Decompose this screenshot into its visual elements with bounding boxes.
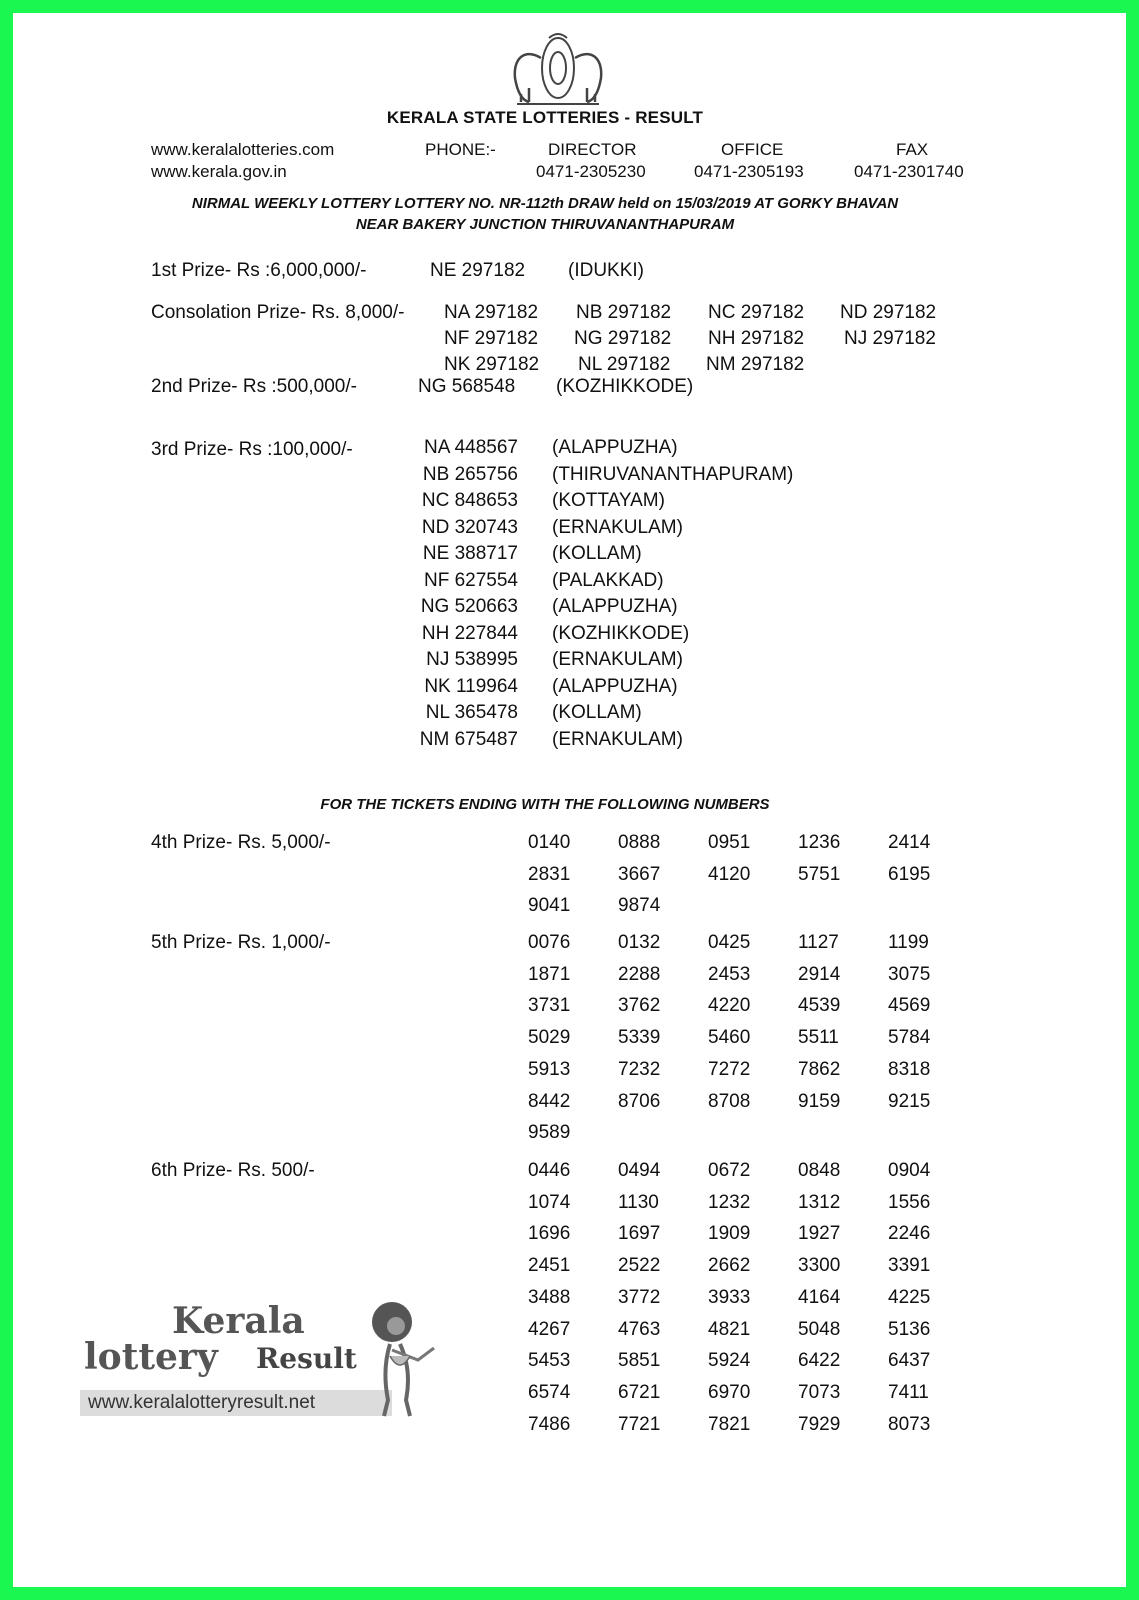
consolation-ticket: NM 297182 — [706, 354, 805, 375]
ending-number: 7073 — [798, 1381, 841, 1403]
ending-number: 1909 — [708, 1223, 751, 1245]
ending-number: 3391 — [888, 1255, 931, 1277]
phone-label: PHONE:- — [425, 140, 496, 159]
ending-number: 0848 — [798, 1160, 841, 1181]
third-prize-ticket: NA 448567 — [423, 437, 518, 458]
third-prize-place: (PALAKKAD) — [552, 569, 664, 591]
ending-number: 1696 — [528, 1223, 571, 1245]
ending-number: 3933 — [708, 1286, 751, 1308]
second-prize-place: (KOZHIKKODE) — [556, 376, 694, 397]
first-prize-ticket: NE 297182 — [430, 260, 526, 281]
ending-number: 3300 — [798, 1255, 841, 1277]
office-phone: 0471-2305193 — [694, 162, 804, 181]
ending-number: 7821 — [708, 1413, 751, 1435]
ending-number: 2453 — [708, 963, 751, 985]
ending-number: 6721 — [618, 1381, 661, 1403]
ending-number: 5784 — [888, 1027, 931, 1049]
third-prize-place: (ALAPPUZHA) — [552, 596, 678, 617]
ending-number: 4821 — [708, 1318, 751, 1340]
office-label: OFFICE — [721, 140, 784, 159]
draw-info-line-2: NEAR BAKERY JUNCTION THIRUVANANTHAPURAM — [355, 216, 735, 233]
ending-number: 5851 — [618, 1350, 661, 1372]
third-prize-place: (KOLLAM) — [552, 543, 642, 564]
ending-number: 7272 — [708, 1058, 751, 1080]
ending-number: 3762 — [618, 995, 661, 1017]
ending-number: 1556 — [888, 1191, 931, 1213]
third-prize-ticket: NK 119964 — [424, 675, 518, 697]
watermark-url: www.keralalotteryresult.net — [88, 1392, 316, 1413]
ending-number: 2522 — [618, 1255, 661, 1277]
ending-number: 5913 — [528, 1058, 571, 1080]
kerala-lottery-result-watermark — [80, 1300, 440, 1420]
ending-number: 3772 — [618, 1286, 661, 1308]
ending-number: 0951 — [708, 832, 751, 853]
second-prize-label: 2nd Prize- Rs :500,000/- — [151, 376, 357, 397]
third-prize-place: (THIRUVANANTHAPURAM) — [552, 463, 794, 485]
consolation-ticket: NJ 297182 — [844, 328, 936, 349]
ending-number: 5136 — [888, 1318, 931, 1340]
third-prize-place: (KOZHIKKODE) — [552, 622, 690, 644]
third-prize-place: (ERNAKULAM) — [552, 649, 683, 670]
ending-number: 2662 — [708, 1255, 751, 1277]
ending-number: 0076 — [528, 932, 571, 953]
third-prize-place: (ERNAKULAM) — [552, 516, 683, 538]
ending-number: 8708 — [708, 1090, 751, 1112]
consolation-ticket: NK 297182 — [444, 354, 540, 375]
ending-numbers-heading: FOR THE TICKETS ENDING WITH THE FOLLOWING NUMBERS — [320, 796, 770, 813]
ending-number: 3488 — [528, 1286, 571, 1308]
third-prize-ticket: NL 365478 — [425, 702, 518, 723]
ending-number: 0904 — [888, 1160, 931, 1181]
ending-number: 9215 — [888, 1090, 931, 1112]
ending-number: 1127 — [798, 932, 839, 953]
ending-number: 5511 — [798, 1027, 839, 1049]
fourth-prize-label: 4th Prize- Rs. 5,000/- — [151, 832, 331, 853]
website-link-1[interactable]: www.keralalotteries.com — [151, 140, 335, 159]
ending-number: 7232 — [618, 1058, 661, 1080]
ending-number: 5924 — [708, 1350, 751, 1372]
ending-number: 0425 — [708, 932, 751, 953]
watermark-text-result: Result — [256, 1342, 357, 1375]
ending-number: 1927 — [798, 1223, 841, 1245]
third-prize-ticket: NM 675487 — [419, 728, 518, 750]
sixth-prize-label: 6th Prize- Rs. 500/- — [151, 1160, 315, 1181]
mascot-figure-icon — [370, 1300, 440, 1418]
third-prize-ticket: NJ 538995 — [426, 649, 518, 670]
watermark-text-kerala: Kerala — [172, 1300, 305, 1342]
ending-number: 4164 — [798, 1286, 841, 1308]
ending-number: 2414 — [888, 832, 931, 853]
third-prize-place: (KOLLAM) — [552, 702, 642, 723]
kerala-emblem-icon — [505, 28, 611, 106]
ending-number: 1312 — [798, 1191, 841, 1213]
ending-number: 6195 — [888, 863, 931, 885]
ending-number: 2451 — [528, 1255, 571, 1277]
ending-number: 7411 — [888, 1381, 929, 1403]
third-prize-ticket: NB 265756 — [422, 463, 518, 485]
ending-number: 1232 — [708, 1191, 751, 1213]
ending-number: 1199 — [888, 932, 929, 953]
ending-number: 3075 — [888, 963, 931, 985]
consolation-ticket: NH 297182 — [708, 328, 805, 349]
ending-number: 0888 — [618, 832, 661, 853]
first-prize-place: (IDUKKI) — [568, 260, 644, 281]
fax-label: FAX — [896, 140, 929, 159]
ending-number: 2831 — [528, 863, 571, 885]
fifth-prize-label: 5th Prize- Rs. 1,000/- — [151, 932, 331, 953]
third-prize-ticket: NH 227844 — [421, 622, 518, 644]
ending-number: 2914 — [798, 963, 841, 985]
consolation-prize-label: Consolation Prize- Rs. 8,000/- — [151, 302, 405, 323]
first-prize-label: 1st Prize- Rs :6,000,000/- — [151, 260, 367, 281]
third-prize-place: (KOTTAYAM) — [552, 490, 665, 511]
ending-number: 5048 — [798, 1318, 841, 1340]
ending-number: 8318 — [888, 1058, 931, 1080]
second-prize-ticket: NG 568548 — [418, 376, 516, 397]
third-prize-place: (ALAPPUZHA) — [552, 437, 678, 458]
consolation-ticket: ND 297182 — [840, 302, 937, 323]
ending-number: 6574 — [528, 1381, 571, 1403]
ending-number: 7721 — [618, 1413, 661, 1435]
ending-number: 7929 — [798, 1413, 841, 1435]
ending-number: 9159 — [798, 1090, 841, 1112]
consolation-ticket: NC 297182 — [708, 302, 805, 323]
draw-info-line-1: NIRMAL WEEKLY LOTTERY LOTTERY NO. NR-112th DRAW held on 15/03/2019 AT GORKY BHAVAN — [191, 195, 899, 212]
ending-number: 5339 — [618, 1027, 661, 1049]
ending-number: 0494 — [618, 1160, 661, 1181]
ending-number: 0140 — [528, 832, 571, 853]
fax-phone: 0471-2301740 — [854, 162, 964, 181]
third-prize-place: (ERNAKULAM) — [552, 728, 683, 750]
ending-number: 9041 — [528, 895, 571, 917]
ending-number: 1074 — [528, 1191, 571, 1213]
ending-number: 1697 — [618, 1223, 661, 1245]
third-prize-ticket: ND 320743 — [421, 516, 518, 538]
ending-number: 5453 — [528, 1350, 571, 1372]
ending-number: 4120 — [708, 863, 751, 885]
ending-number: 6437 — [888, 1350, 931, 1372]
ending-number: 4569 — [888, 995, 931, 1017]
ending-number: 4763 — [618, 1318, 661, 1340]
ending-number: 1130 — [618, 1191, 659, 1213]
ending-number: 7862 — [798, 1058, 841, 1080]
consolation-ticket: NL 297182 — [578, 354, 671, 375]
ending-number: 2288 — [618, 963, 661, 985]
ending-number: 4225 — [888, 1286, 931, 1308]
third-prize-ticket: NC 848653 — [421, 490, 518, 511]
website-link-2[interactable]: www.kerala.gov.in — [151, 162, 287, 181]
page-title: KERALA STATE LOTTERIES - RESULT — [386, 108, 704, 127]
ending-number: 6970 — [708, 1381, 751, 1403]
consolation-ticket: NG 297182 — [574, 328, 672, 349]
ending-number: 6422 — [798, 1350, 841, 1372]
watermark-text-lottery: lottery — [84, 1336, 218, 1378]
ending-number: 4267 — [528, 1318, 571, 1340]
ending-number: 1236 — [798, 832, 841, 853]
third-prize-label: 3rd Prize- Rs :100,000/- — [151, 439, 353, 460]
third-prize-ticket: NE 388717 — [422, 543, 518, 564]
ending-number: 0672 — [708, 1160, 751, 1181]
director-phone: 0471-2305230 — [536, 162, 646, 181]
ending-number: 1871 — [528, 963, 571, 985]
ending-number: 0132 — [618, 932, 661, 953]
ending-number: 8706 — [618, 1090, 661, 1112]
ending-number: 3731 — [528, 995, 571, 1017]
director-label: DIRECTOR — [548, 140, 637, 159]
ending-number: 8442 — [528, 1090, 571, 1112]
consolation-ticket: NA 297182 — [444, 302, 539, 323]
ending-number: 3667 — [618, 863, 661, 885]
ending-number: 5751 — [798, 863, 841, 885]
ending-number: 8073 — [888, 1413, 931, 1435]
ending-number: 4539 — [798, 995, 841, 1017]
third-prize-ticket: NF 627554 — [423, 569, 518, 591]
third-prize-ticket: NG 520663 — [420, 596, 518, 617]
third-prize-place: (ALAPPUZHA) — [552, 675, 678, 697]
ending-number: 9589 — [528, 1122, 571, 1144]
ending-number: 7486 — [528, 1413, 571, 1435]
consolation-ticket: NF 297182 — [444, 328, 539, 349]
consolation-ticket: NB 297182 — [576, 302, 672, 323]
ending-number: 5029 — [528, 1027, 571, 1049]
ending-number: 0446 — [528, 1160, 571, 1181]
ending-number: 5460 — [708, 1027, 751, 1049]
ending-number: 9874 — [618, 895, 661, 917]
ending-number: 2246 — [888, 1223, 931, 1245]
ending-number: 4220 — [708, 995, 751, 1017]
